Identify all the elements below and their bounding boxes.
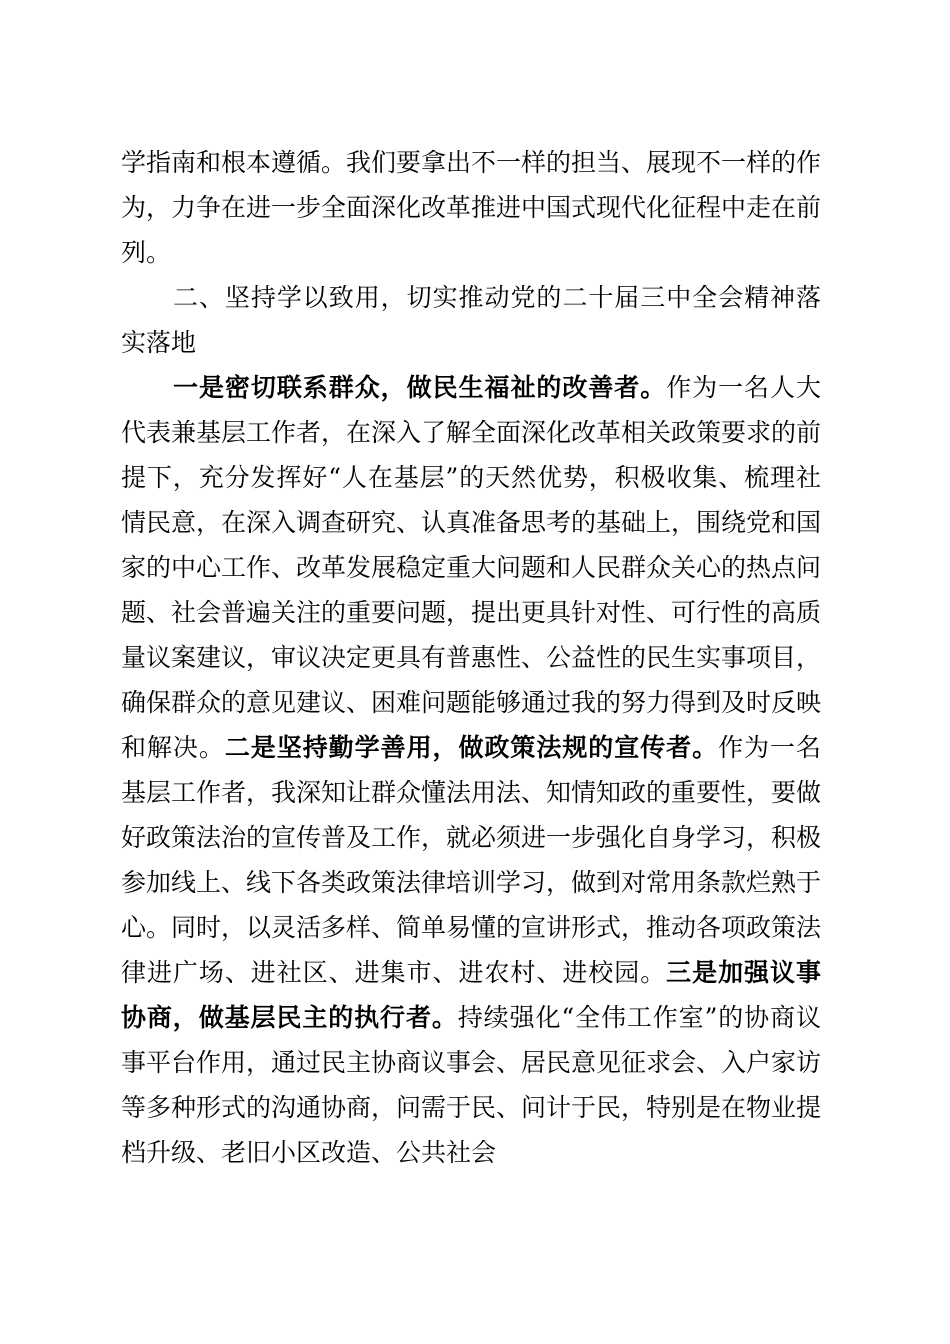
body-paragraph: [121, 365, 821, 1175]
intro-paragraph: 学指南和根本遵循。我们要拿出不一样的担当、展现不一样的作为，力争在进一步全面深化改革推进中国式现代化征程中走在前列。: [121, 148, 822, 267]
section-heading: 二、坚持学以致用，切实推动党的二十届三中全会精神落实落地: [121, 283, 821, 357]
point3-title: 三是加强议事协商，做基层民主的执行者。: [121, 958, 821, 1032]
point2-title: 二是坚持勤学善用，做政策法规的宣传者。: [224, 733, 719, 762]
point1-text: 作为一名人大代表兼基层工作者，在深入了解全面深化改革相关政策要求的前提下，充分发挥好“人在基层”的天然优势，积极收集、梳理社情民意，在深入调查研究、认真准备思考的基础上，围绕党和国家的中心工作、改革发展稳定重大问题和人民群众关心的热点问题、社会普遍关注的重要问题，提出更具针对性、可行性的高质量议案建议，审议决定更具有普惠性、公益性的民生实事项目，确保群众的意见建议、困难问题能够通过我的努力得到及时反映和解决。: [121, 373, 822, 762]
point2-text: 作为一名基层工作者，我深知让群众懂法用法、知情知政的重要性，要做好政策法治的宣传普及工作，就必须进一步强化自身学习，积极参加线上、线下各类政策法律培训学习，做到对常用条款烂熟于心。同时，以灵活多样、简单易懂的宣讲形式，推动各项政策法律进广场、进社区、进集市、进农村、进校园。: [121, 733, 822, 987]
document-text: [121, 140, 821, 1175]
point1-title: 一是密切联系群众，做民生福祉的改善者。: [173, 373, 667, 402]
point3-text: 持续强化“全伟工作室”的协商议事平台作用，通过民主协商议事会、居民意见征求会、入户家访等多种形式的沟通协商，问需于民、问计于民，特别是在物业提档升级、老旧小区改造、公共社会: [121, 1003, 822, 1167]
